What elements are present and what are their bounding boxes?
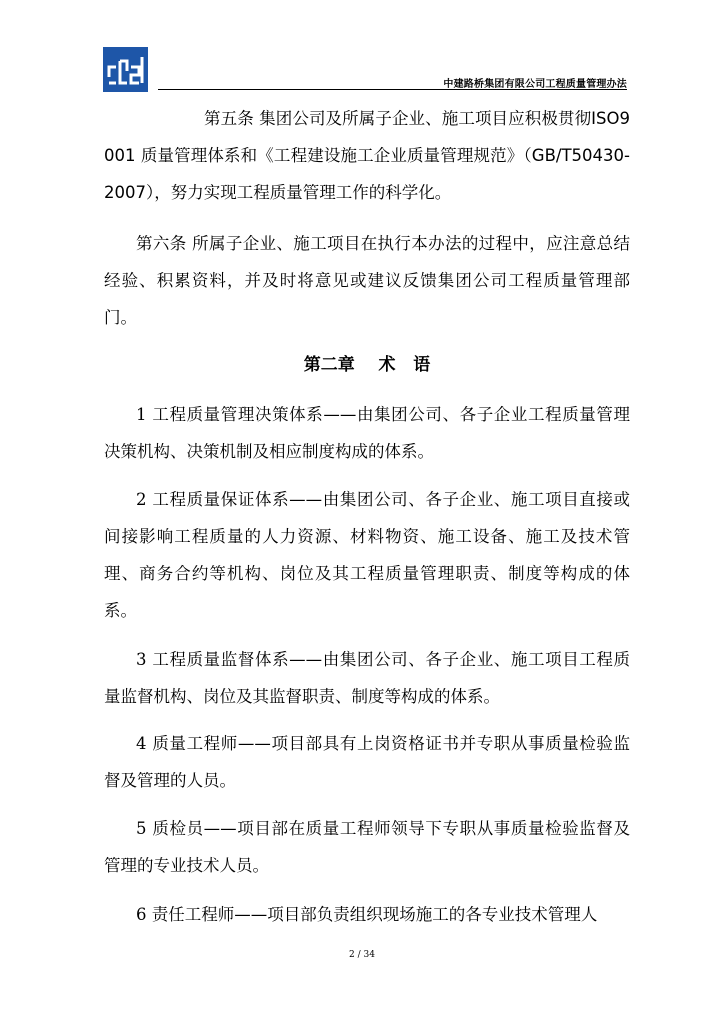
term-number: 1 — [136, 405, 153, 424]
header-divider — [158, 89, 627, 90]
chapter-title: 第二章 术 语 — [303, 355, 431, 375]
term-item — [104, 725, 630, 799]
term-number: 2 — [136, 490, 153, 509]
term-text: 责任工程师——项目部负责组织现场施工的各专业技术管理人 — [151, 905, 598, 924]
term-number: 4 — [136, 734, 153, 753]
term-text: 质检员——项目部在质量工程师领导下专职从事质量检验监督及管理的专业技术人员。 — [104, 819, 631, 875]
company-logo — [103, 47, 148, 92]
term-item — [104, 396, 630, 470]
article-5: 第五条 集团公司及所属子企业、施工项目应积极贯彻ISO9001 质量管理体系和《工程建设施工企业质量管理规范》（GB/T50430-2007），努力实现工程质量管理工作的科学化。 — [104, 109, 630, 202]
term-text: 质量工程师——项目部具有上岗资格证书并专职从事质量检验监督及管理的人员。 — [104, 734, 631, 790]
term-text: 工程质量保证体系——由集团公司、各子企业、施工项目直接或间接影响工程质量的人力资源、材料物资、施工设备、施工及技术管理、商务合约等机构、岗位及其工程质量管理职责、制度等构成的体系。 — [104, 490, 631, 620]
term-number: 6 — [136, 905, 152, 924]
term-text: 工程质量监督体系——由集团公司、各子企业、施工项目工程质量监督机构、岗位及其监督职责、制度等构成的体系。 — [104, 650, 631, 706]
term-item — [104, 896, 630, 933]
term-item — [104, 810, 630, 884]
term-item — [104, 641, 630, 715]
term-text: 工程质量管理决策体系——由集团公司、各子企业工程质量管理决策机构、决策机制及相应制度构成的体系。 — [104, 405, 631, 461]
header-title: 中建路桥集团有限公司工程质量管理办法 — [443, 79, 627, 90]
term-number: 5 — [136, 819, 153, 838]
term-number: 3 — [136, 650, 153, 669]
article-6: 第六条 所属子企业、施工项目在执行本办法的过程中，应注意总结经验、积累资料，并及时将意见或建议反馈集团公司工程质量管理部门。 — [104, 234, 630, 327]
term-item — [104, 481, 630, 629]
page-number: 2 / 34 — [349, 950, 375, 960]
